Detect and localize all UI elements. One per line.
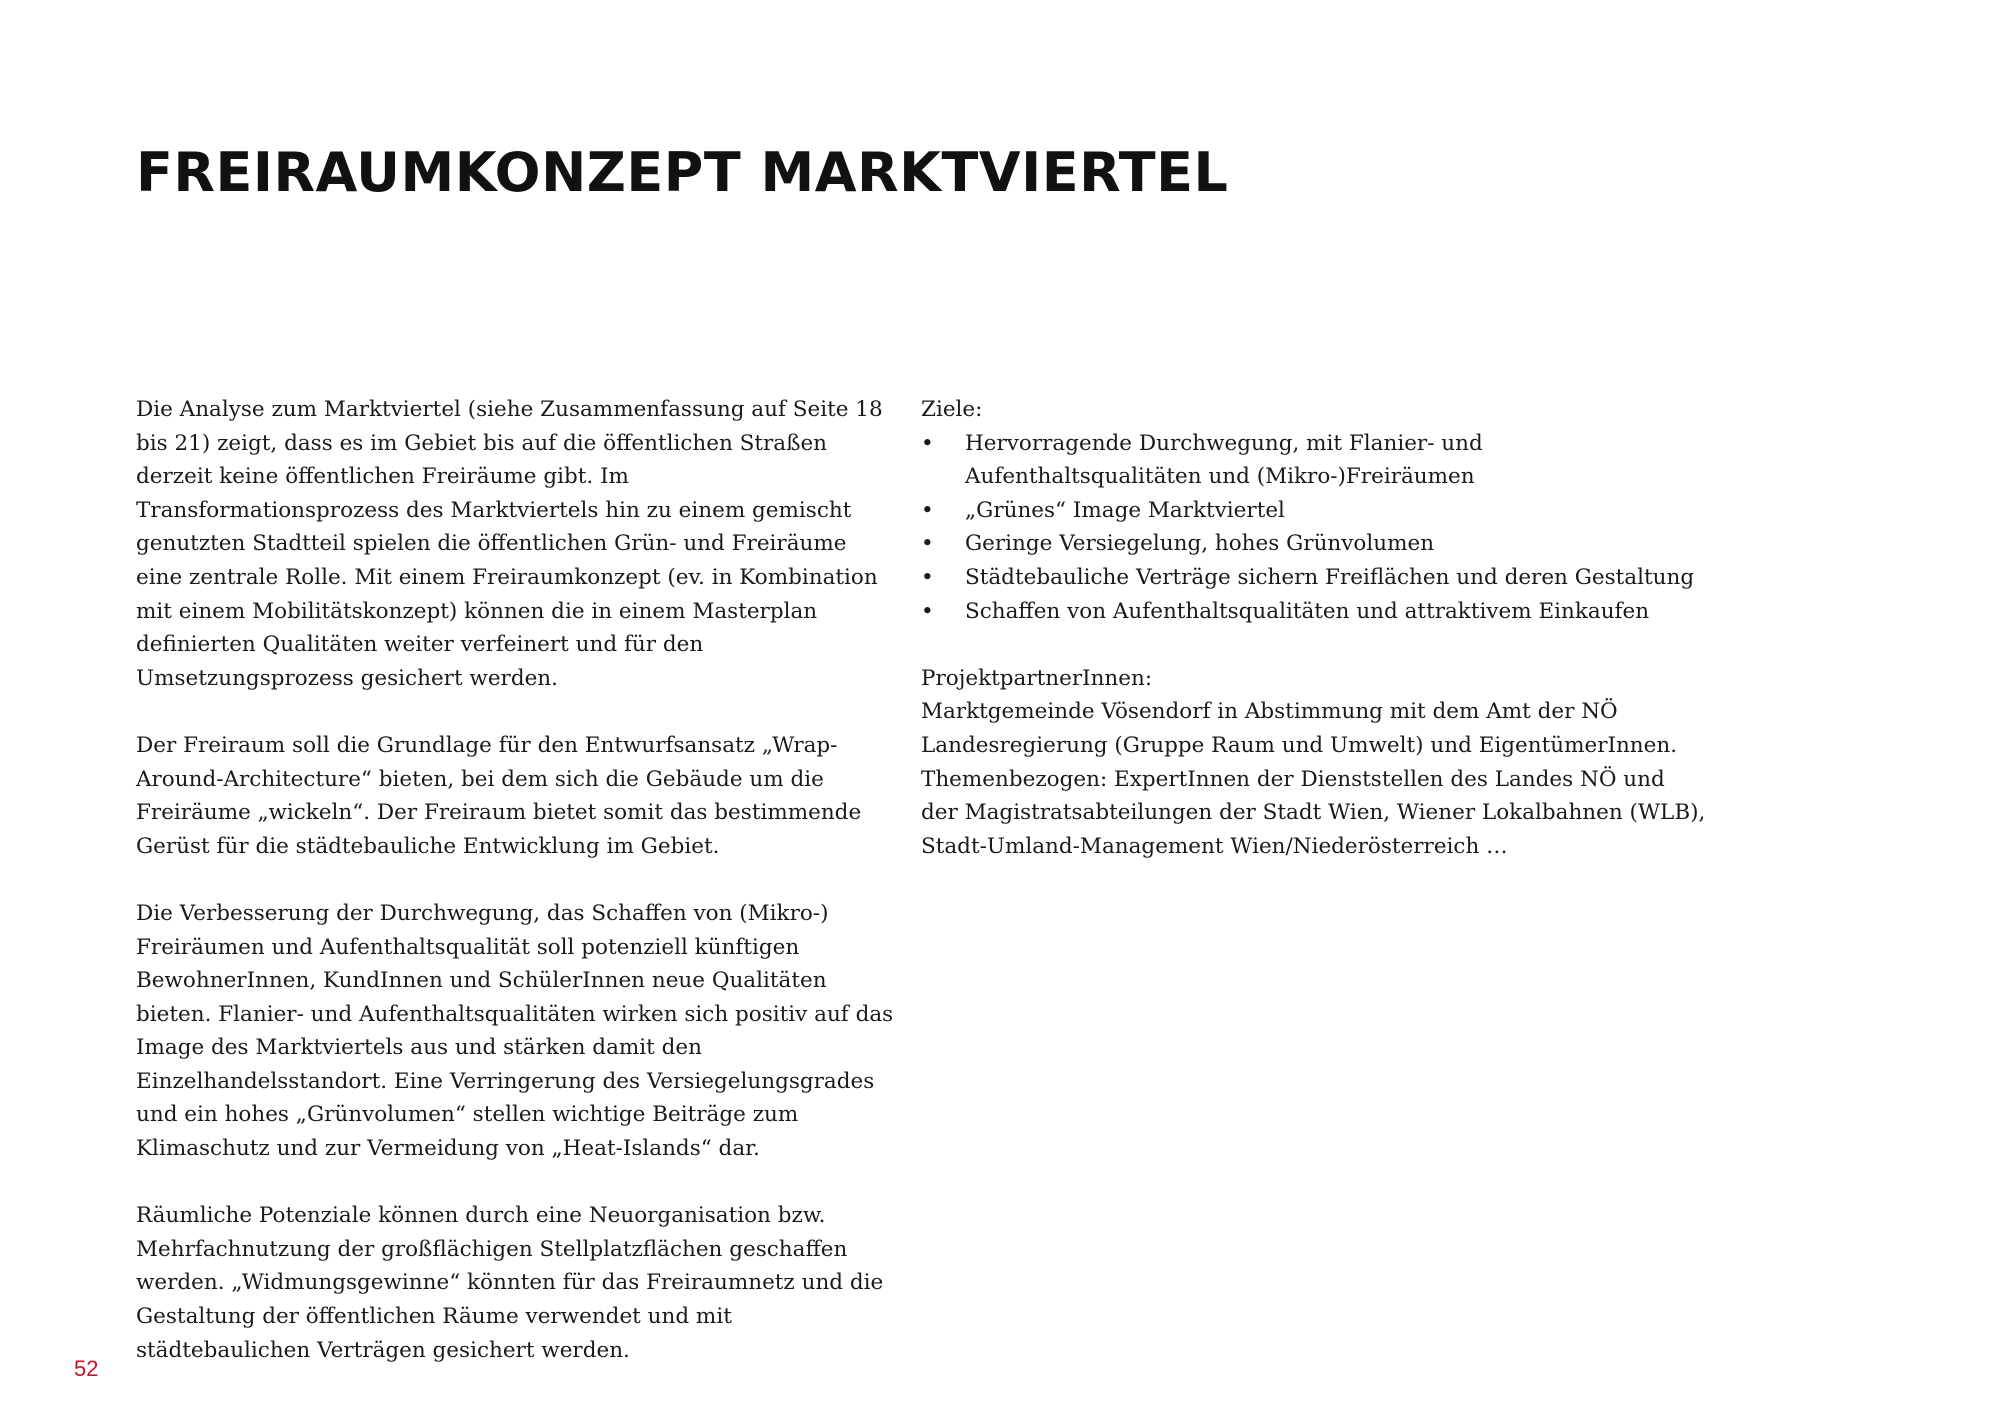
durchwegung-paragraph: Die Verbesserung der Durchwegung, das Schaffen von (Mikro-) Freiräumen und Aufenthaltsqualität soll potenziell künftigen BewohnerInnen, KundInnen und SchülerInnen neue Qualitäten bieten. Flanier- und Aufenthaltsqualitäten wirken sich positiv auf das Image des Marktviertels aus und stärken damit den Einzelhandelsstandort. Eine Verringerung des Versiegelungsgrades und ein hohes „Grünvolumen“ stellen wichtige Beiträge zum Klimaschutz und zur Vermeidung von „Heat-Islands“ dar. <box>136 900 894 1162</box>
goals-list <box>921 427 1701 629</box>
partners-line: Landesregierung (Gruppe Raum und Umwelt) und EigentümerInnen. <box>921 732 1678 758</box>
intro-paragraph: Die Analyse zum Marktviertel (siehe Zusammenfassung auf Seite 18 bis 21) zeigt, dass es im Gebiet bis auf die öffentlichen Straßen derzeit keine öffentlichen Freiräume gibt. Im Transformationsprozess des Marktviertels hin zu einem gemischt genutzten Stadtteil spielen die öffentlichen Grün- und Freiräume eine zentrale Rolle. Mit einem Freiraumkonzept (ev. in Kombination mit einem Mobilitätskonzept) können die in einem Masterplan definierten Qualitäten weiter verfeinert und für den Umsetzungsprozess gesichert werden. <box>136 397 883 691</box>
partners-line: Marktgemeinde Vösendorf in Abstimmung mit dem Amt der NÖ <box>921 699 1618 725</box>
partners-line: der Magistratsabteilungen der Stadt Wien, Wiener Lokalbahnen (WLB), <box>921 800 1706 826</box>
goals-heading: Ziele: <box>921 397 983 422</box>
bullet-icon: • <box>921 497 934 523</box>
list-item <box>921 494 1701 528</box>
goal-text: „Grünes“ Image Marktviertel <box>965 497 1285 523</box>
wrap-around-paragraph: Der Freiraum soll die Grundlage für den Entwurfsansatz „Wrap-Around-Architecture“ bieten, bei dem sich die Gebäude um die Freiräume „wickeln“. Der Freiraum bietet somit das bestimmende Gerüst für die städtebauliche Entwicklung im Gebiet. <box>136 732 862 859</box>
bullet-icon: • <box>921 531 934 557</box>
goal-text: Städtebauliche Verträge sichern Freiflächen und deren Gestaltung <box>965 564 1695 590</box>
bullet-icon: • <box>921 430 934 456</box>
list-item <box>921 595 1701 629</box>
goal-text: Schaffen von Aufenthaltsqualitäten und attraktivem Einkaufen <box>965 598 1650 624</box>
list-item <box>921 561 1701 595</box>
page-title: FREIRAUMKONZEPT MARKTVIERTEL <box>136 141 1229 204</box>
page-number: 52 <box>74 1356 99 1381</box>
partners-heading: ProjektpartnerInnen: <box>921 665 1153 691</box>
goal-text: Geringe Versiegelung, hohes Grünvolumen <box>965 531 1435 557</box>
potenziale-paragraph: Räumliche Potenziale können durch eine Neuorganisation bzw. Mehrfachnutzung der großflächigen Stellplatzflächen geschaffen werden. „Widmungsgewinne“ könnten für das Freiraumnetz und die Gestaltung der öffentlichen Räume verwendet und mit städtebaulichen Verträgen gesichert werden. <box>136 1203 884 1363</box>
goal-text: Hervorragende Durchwegung, mit Flanier- und Aufenthaltsqualitäten und (Mikro-)Freiräumen <box>965 430 1483 490</box>
bullet-icon: • <box>921 598 934 624</box>
left-column <box>136 393 898 1401</box>
bullet-icon: • <box>921 564 934 590</box>
list-item <box>921 427 1701 494</box>
partners-line: Stadt-Umland-Management Wien/Niederösterreich … <box>921 833 1508 859</box>
list-item <box>921 527 1701 561</box>
right-column <box>921 393 1706 863</box>
partners-line: Themenbezogen: ExpertInnen der Dienststellen des Landes NÖ und <box>921 766 1665 792</box>
